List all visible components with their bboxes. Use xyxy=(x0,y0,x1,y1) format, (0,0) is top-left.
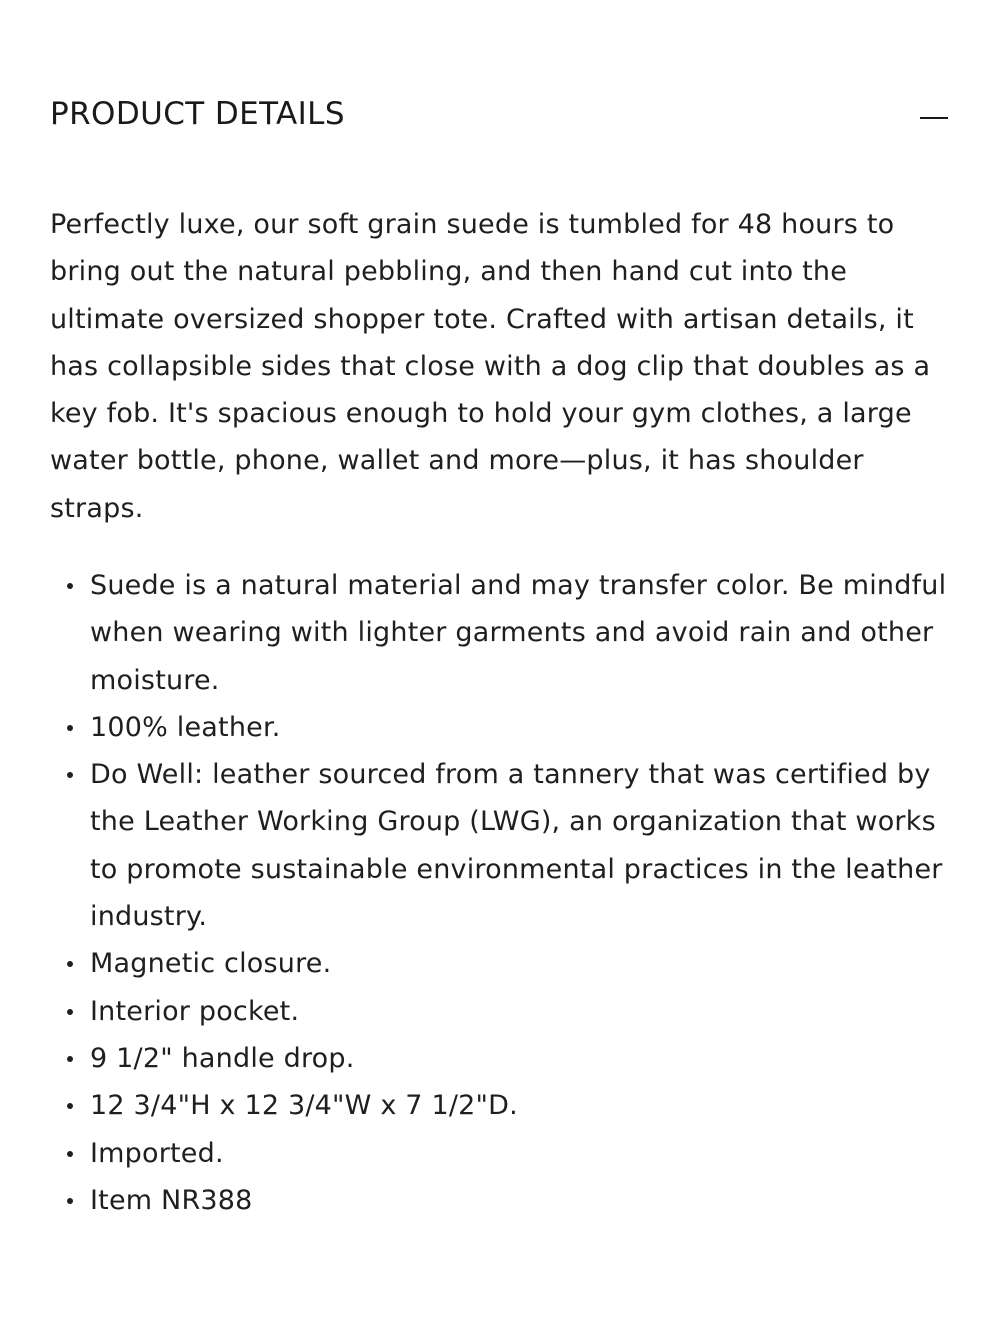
bullet-icon xyxy=(67,1198,73,1204)
minus-icon xyxy=(920,117,948,119)
bullet-icon xyxy=(67,1151,73,1157)
list-item-text: Imported. xyxy=(90,1137,224,1169)
list-item xyxy=(50,1035,950,1082)
list-item-text: Interior pocket. xyxy=(90,995,300,1027)
section-title: PRODUCT DETAILS xyxy=(50,96,345,132)
list-item-text: Magnetic closure. xyxy=(90,948,332,980)
bullet-icon xyxy=(67,961,73,967)
list-item xyxy=(50,1130,950,1177)
list-item xyxy=(50,940,950,987)
list-item xyxy=(50,1177,950,1224)
bullet-icon xyxy=(67,1103,73,1109)
collapse-toggle-button[interactable] xyxy=(918,96,950,136)
list-item-text: Suede is a natural material and may transfer color. Be mindful when wearing with lighter garments and avoid rain and other moisture. xyxy=(90,570,947,696)
list-item xyxy=(50,1082,950,1129)
list-item xyxy=(50,988,950,1035)
bullet-icon xyxy=(67,772,73,778)
product-details-accordion xyxy=(50,0,950,1216)
details-list xyxy=(50,562,950,1224)
list-item xyxy=(50,704,950,751)
list-item-text: Do Well: leather sourced from a tannery that was certified by the Leather Working Group (LWG), an organization that works to promote sustainable environmental practices in the leather industry. xyxy=(90,759,943,933)
list-item-text: 12 3/4"H x 12 3/4"W x 7 1/2"D. xyxy=(90,1090,518,1122)
list-item-text: 9 1/2" handle drop. xyxy=(90,1042,355,1074)
bullet-icon xyxy=(67,725,73,731)
bullet-icon xyxy=(67,1056,73,1062)
list-item-text: 100% leather. xyxy=(90,711,281,743)
list-item xyxy=(50,562,950,704)
product-description: Perfectly luxe, our soft grain suede is tumbled for 48 hours to bring out the natural pebbling, and then hand cut into the ultimate oversized shopper tote. Crafted with artisan details, it has collapsible sides that close with a dog clip that doubles as a key fob. It's spacious enough to hold your gym clothes, a large water bottle, phone, wallet and more—plus, it has shoulder straps. xyxy=(50,209,931,524)
bullet-icon xyxy=(67,583,73,589)
list-item-text: Item NR388 xyxy=(90,1184,253,1216)
accordion-header[interactable] xyxy=(50,0,950,230)
bullet-icon xyxy=(67,1009,73,1015)
list-item xyxy=(50,751,950,940)
